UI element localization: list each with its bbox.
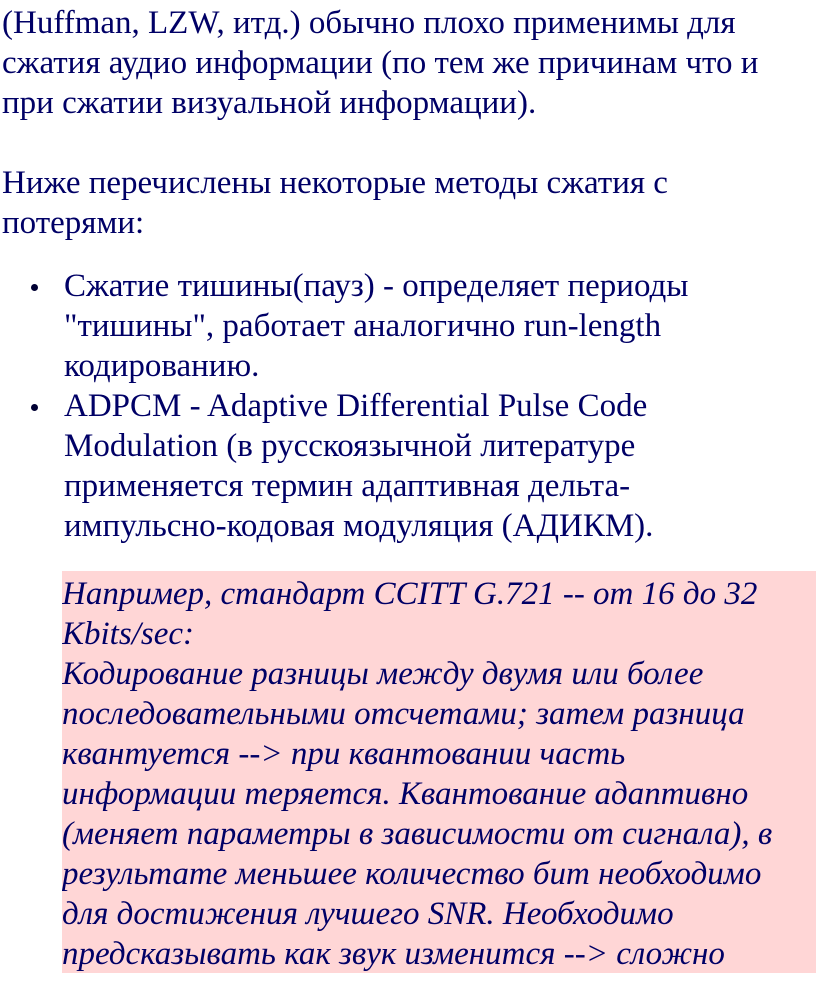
note-line: последовательными отсчетами; затем разница xyxy=(62,696,745,732)
intro-line: (Huffman, LZW, итд.) обычно плохо применимы для xyxy=(2,5,736,41)
note-line: (меняет параметры в зависимости от сигнала), в xyxy=(62,816,773,852)
bullet-icon xyxy=(31,404,38,411)
note-line: предсказывать как звук изменится --> сложно xyxy=(62,936,725,972)
note-line: квантуется --> при квантовании часть xyxy=(62,736,626,772)
intro-paragraph xyxy=(2,3,758,123)
note-line: Кодирование разницы между двумя или более xyxy=(62,656,704,692)
intro-line: сжатия аудио информации (по тем же причинам что и xyxy=(2,45,759,81)
list-item-line: Сжатие тишины(пауз) - определяет периоды xyxy=(64,268,689,304)
note-line: информации теряется. Квантование адаптивно xyxy=(62,776,749,812)
note-line: Kbits/sec: xyxy=(62,616,194,652)
list-item-line: импульсно-кодовая модуляция (АДИКМ). xyxy=(64,508,654,544)
list-item xyxy=(0,386,688,546)
list-item-line: кодированию. xyxy=(64,348,260,384)
note-line: результате меньшее количество бит необходимо xyxy=(62,856,762,892)
adpcm-note-box xyxy=(62,571,816,973)
list-item xyxy=(0,266,688,386)
list-item-line: "тишины", работает аналогично run-length xyxy=(64,308,662,344)
lead-paragraph xyxy=(2,163,668,243)
lead-line: Ниже перечислены некоторые методы сжатия с xyxy=(2,165,668,201)
intro-line: при сжатии визуальной информации). xyxy=(2,85,537,121)
bullet-icon xyxy=(31,284,38,291)
lead-line: потерями: xyxy=(2,205,145,241)
list-item-line: ADPCM - Adaptive Differential Pulse Code xyxy=(64,388,648,424)
note-line: Например, стандарт CCITT G.721 -- от 16 до 32 xyxy=(62,576,758,612)
list-item-line: применяется термин адаптивная дельта- xyxy=(64,468,631,504)
methods-list xyxy=(0,266,688,546)
list-item-line: Modulation (в русскоязычной литературе xyxy=(64,428,636,464)
note-line: для достижения лучшего SNR. Необходимо xyxy=(62,896,674,932)
